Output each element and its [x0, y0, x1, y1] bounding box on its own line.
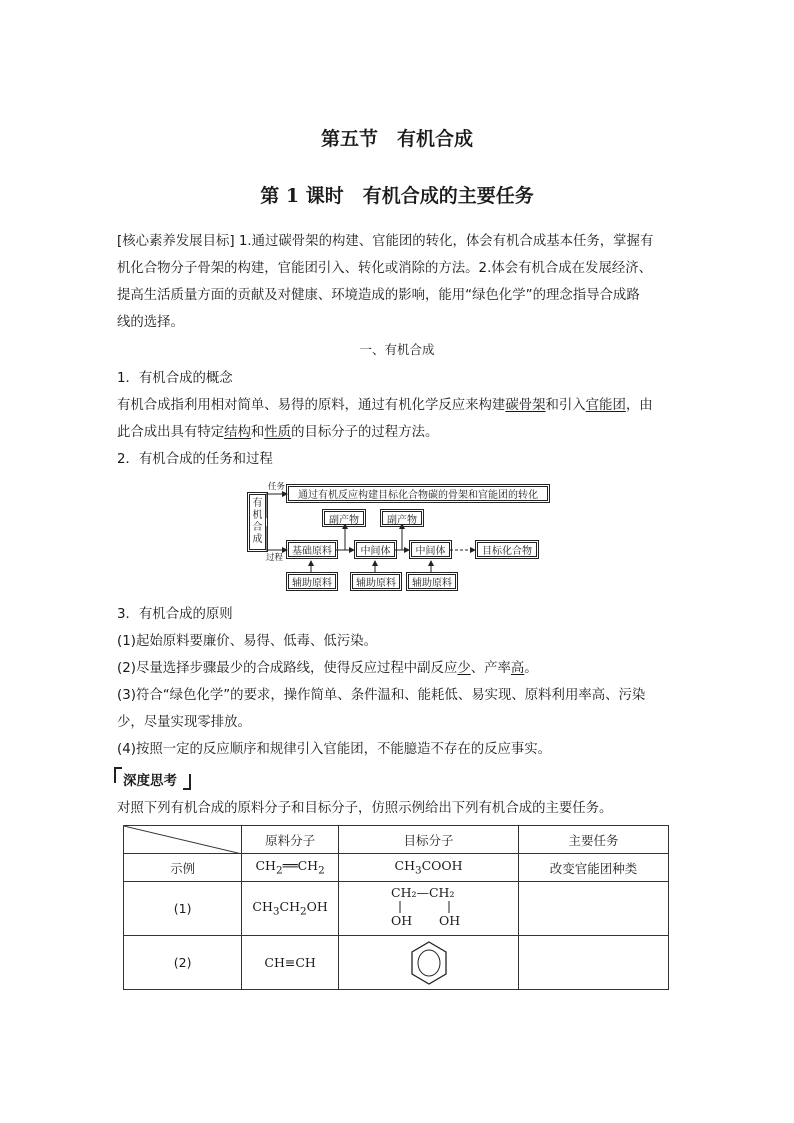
target-molecule — [339, 854, 519, 882]
concept-block — [117, 365, 682, 473]
answer-underline: 官能团 — [585, 398, 626, 413]
formula-sub: 2 — [275, 864, 283, 877]
aux-material-box-1: 辅助原料 — [288, 574, 336, 589]
formula-part: CH — [255, 858, 276, 874]
byproduct-box-1: 副产物 — [324, 511, 364, 525]
answer-underline: 结构 — [224, 425, 251, 440]
deep-thinking-prompt: 对照下列有机合成的原料分子和目标分子，仿照示例给出下列有机合成的主要任务。 — [117, 801, 613, 816]
synthesis-diagram — [240, 478, 560, 594]
side-box — [249, 494, 266, 550]
deep-thinking-title: 深度思考 — [123, 773, 177, 789]
formula-part: OH — [306, 899, 328, 915]
byproduct-box-2: 副产物 — [382, 511, 422, 525]
benzene-structure-cell — [339, 936, 519, 990]
text: 、产率 — [470, 661, 511, 676]
side-char: 机 — [252, 510, 263, 521]
row-label: (1) — [124, 882, 242, 936]
task-cell: 改变官能团种类 — [519, 854, 669, 882]
formula-part: CH — [394, 858, 415, 874]
structure-top: CH₂—CH₂ — [391, 885, 455, 900]
structure-oh-1: OH — [391, 913, 413, 928]
principle-1: (1)起始原料要廉价、易得、低毒、低污染。 — [117, 634, 377, 649]
answer-underline: 碳骨架 — [505, 398, 546, 413]
task-cell — [519, 882, 669, 936]
formula-part: CH — [252, 899, 273, 915]
table-row-2 — [124, 936, 669, 990]
table-row-example — [124, 854, 669, 882]
formula-part: ══CH — [282, 858, 319, 874]
header-raw: 原料分子 — [242, 826, 339, 854]
text: 的目标分子的过程方法。 — [291, 425, 439, 440]
intro-line-4: 线的选择。 — [117, 315, 184, 330]
task-label: 任务 — [268, 482, 286, 492]
principle-4: (4)按照一定的反应顺序和规律引入官能团，不能臆造不存在的反应事实。 — [117, 742, 552, 757]
principle-2 — [117, 655, 682, 682]
structure-bonds — [339, 882, 519, 936]
aux-material-box-3: 辅助原料 — [408, 574, 456, 589]
text: 和 — [250, 425, 265, 440]
table-row-1 — [124, 882, 669, 936]
text: ，由 — [625, 398, 653, 413]
header-task: 主要任务 — [519, 826, 669, 854]
answer-underline: 少 — [457, 661, 471, 676]
intro-tag: [核心素养发展目标] — [117, 234, 235, 249]
formula-part: CH — [279, 899, 300, 915]
row-label: 示例 — [124, 854, 242, 882]
principle-3b: 少，尽量实现零排放。 — [117, 715, 251, 730]
task-cell — [519, 936, 669, 990]
text: 和引入 — [545, 398, 586, 413]
section-heading: 一、有机合成 — [359, 342, 435, 357]
principles-heading: 3．有机合成的原则 — [117, 607, 233, 622]
concept-line-2 — [117, 419, 682, 446]
intro-text-1: 1.通过碳骨架的构建、官能团的转化，体会有机合成基本任务，掌握有 — [238, 234, 654, 249]
benzene-ring-icon — [409, 940, 449, 986]
aux-material-box-2: 辅助原料 — [352, 574, 400, 589]
text: (2)尽量选择步骤最少的合成路线，使得反应过程中副反应 — [117, 661, 458, 676]
lesson-title: 第 1 课时 有机合成的主要任务 — [260, 185, 534, 207]
formula-sub: 2 — [299, 905, 307, 918]
header-target: 目标分子 — [339, 826, 519, 854]
task-heading: 2．有机合成的任务和过程 — [117, 452, 273, 467]
text: 有机合成指利用相对简单、易得的原料，通过有机化学反应来构建 — [117, 398, 506, 413]
raw-molecule — [242, 854, 339, 882]
task-box: 通过有机反应构建目标化合物碳的骨架和官能团的转化 — [288, 486, 548, 501]
intro-line-1 — [117, 228, 682, 255]
side-char: 合 — [252, 522, 263, 533]
formula-sub: 3 — [414, 864, 422, 877]
answer-underline: 性质 — [264, 425, 292, 440]
raw-molecule: CH≡CH — [242, 936, 339, 990]
formula-sub: 2 — [318, 864, 325, 877]
side-char: 有 — [252, 498, 263, 509]
answer-underline: 高 — [510, 661, 525, 676]
principle-3a: (3)符合“绿色化学”的要求，操作简单、条件温和、能耗低、易实现、原料利用率高、污染 — [117, 688, 646, 703]
concept-heading: 1．有机合成的概念 — [117, 371, 233, 386]
text: 。 — [524, 661, 538, 676]
intro-line-2: 机化合物分子骨架的构建，官能团引入、转化或消除的方法。2.体会有机合成在发展经济、 — [117, 261, 653, 276]
raw-molecule — [242, 882, 339, 936]
diagonal-line — [124, 826, 242, 854]
principles-block — [117, 601, 682, 763]
concept-line-1 — [117, 392, 682, 419]
corner-bracket-left — [114, 767, 122, 783]
process-label: 过程 — [266, 553, 284, 563]
intro-line-3: 提高生活质量方面的贡献及对健康、环境造成的影响，能用“绿色化学”的理念指导合成路 — [117, 288, 640, 303]
formula-part: COOH — [421, 858, 463, 874]
side-char: 成 — [252, 534, 263, 545]
intermediate-box-2: 中间体 — [411, 542, 450, 557]
ethylene-glycol-structure — [339, 882, 519, 936]
text: 此合成出具有特定 — [117, 425, 225, 440]
task-table — [123, 825, 669, 990]
intro-paragraph — [117, 228, 682, 336]
table-header-row — [124, 826, 669, 854]
row-label: (2) — [124, 936, 242, 990]
corner-bracket-right — [183, 774, 191, 790]
structure-oh-2: OH — [439, 913, 461, 928]
header-diagonal-cell — [124, 826, 242, 854]
intermediate-box-1: 中间体 — [356, 542, 395, 557]
formula-sub: 3 — [272, 905, 280, 918]
page-title: 第五节 有机合成 — [320, 128, 473, 150]
base-material-box: 基础原料 — [288, 542, 336, 557]
target-compound-box: 目标化合物 — [477, 542, 537, 557]
